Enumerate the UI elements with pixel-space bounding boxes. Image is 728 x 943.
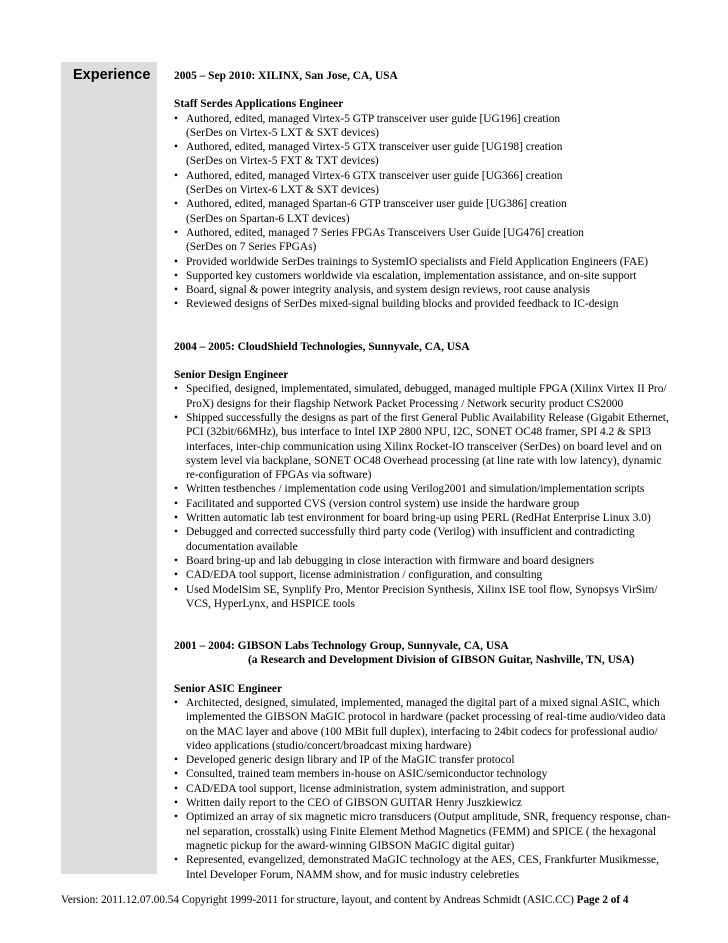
bullet-item: [174, 810, 702, 853]
bullet-item: [174, 197, 702, 226]
bullet-item: [174, 767, 702, 781]
experience-content: [174, 69, 702, 910]
bullet-line: (SerDes on Virtex-6 LXT & SXT devices): [186, 184, 379, 197]
bullet-line: • Used ModelSim SE, Synplify Pro, Mentor Precision Synthesis, Xilinx ISE tool flow, Synopsys VirSim/: [186, 583, 658, 596]
bullet-line: • CAD/EDA tool support, license administration / configuration, and consulting: [186, 569, 543, 582]
bullet-list: [174, 112, 702, 312]
bullet-line: • Specified, designed, implementated, simulated, debugged, managed multiple FPGA (Xilinx Virtex II Pro/: [186, 383, 667, 396]
job-title: Senior ASIC Engineer: [174, 682, 283, 695]
bullet-line: • Written daily report to the CEO of GIBSON GUITAR Henry Juszkiewicz: [186, 797, 522, 810]
bullet-line: video applications (studio/concert/broadcast mixing hardware): [186, 739, 472, 752]
bullet-line: • Consulted, trained team members in-house on ASIC/semiconductor technology: [186, 768, 548, 781]
bullet-item: [174, 796, 702, 810]
bullet-item: [174, 411, 702, 482]
bullet-item: [174, 283, 702, 297]
bullet-line: magnetic pickup for the award-winning GIBSON MaGIC digital guitar): [186, 839, 515, 852]
bullet-line: interfaces, inter-chip communication using Xilinx Rocket-IO transceiver (SerDes) on board level and on: [186, 440, 662, 453]
bullet-line: • Board, signal & power integrity analysis, and system design reviews, root cause analysis: [186, 284, 590, 297]
bullet-line: • Written testbenches / implementation code using Verilog2001 and simulation/implementation scripts: [186, 483, 645, 496]
bullet-line: on the MAC layer and above (100 MBit full duplex), interfacing to 24bit codecs for professional audio/: [186, 725, 658, 738]
bullet-line: • Shipped successfully the designs as part of the first General Public Availability Release (Gigabit Ethernet,: [186, 411, 669, 424]
bullet-item: [174, 568, 702, 582]
bullet-line: (SerDes on 7 Series FPGAs): [186, 241, 317, 254]
bullet-line: • Represented, evangelized, demonstrated MaGIC technology at the AES, CES, Frankfurter Musikmesse,: [186, 854, 659, 867]
bullet-item: [174, 853, 702, 882]
bullet-item: [174, 297, 702, 311]
bullet-line: (SerDes on Virtex-5 FXT & TXT devices): [186, 155, 379, 168]
bullet-line: • Supported key customers worldwide via escalation, implementation assistance, and on-site support: [186, 269, 637, 282]
bullet-line: • Authored, edited, managed Spartan-6 GTP transceiver user guide [UG386] creation: [186, 198, 567, 211]
bullet-item: [174, 169, 702, 198]
job-entry: [174, 340, 702, 611]
page-footer: [61, 894, 701, 906]
job-heading: 2001 – 2004: GIBSON Labs Technology Group, Sunnyvale, CA, USA: [174, 640, 509, 653]
bullet-item: [174, 112, 702, 141]
bullet-line: • CAD/EDA tool support, license administration, system administration, and support: [186, 782, 565, 795]
bullet-line: VCS, HyperLynx, and HSPICE tools: [186, 597, 355, 610]
bullet-item: [174, 226, 702, 255]
bullet-line: system level via backplane, SONET OC48 Overhead processing (at line rate with low latency), dynamic: [186, 454, 662, 467]
section-label: Experience: [73, 67, 151, 83]
bullet-item: [174, 753, 702, 767]
bullet-list: [174, 696, 702, 882]
job-heading: 2004 – 2005: CloudShield Technologies, Sunnyvale, CA, USA: [174, 340, 470, 353]
bullet-line: • Provided worldwide SerDes trainings to SystemIO specialists and Field Application Engineers (FAE): [186, 255, 648, 268]
bullet-line: PCI (32bit/66MHz), bus interface to Intel IXP 2800 NPU, I2C, SONET OC48 framer, SPI 4.2 & SPI3: [186, 426, 651, 439]
bullet-line: documentation available: [186, 540, 298, 553]
bullet-line: • Developed generic design library and IP of the MaGIC transfer protocol: [186, 754, 515, 767]
bullet-line: (SerDes on Virtex-5 LXT & SXT devices): [186, 126, 379, 139]
bullet-line: ProX) designs for their flagship Network Packet Processing / Network security product CS2000: [186, 397, 624, 410]
job-entry: [174, 639, 702, 882]
bullet-item: [174, 696, 702, 753]
bullet-line: (SerDes on Spartan-6 LXT devices): [186, 212, 350, 225]
bullet-line: Intel Developer Forum, NAMM show, and for music industry celebreties: [186, 868, 519, 881]
bullet-line: • Architected, designed, simulated, implemented, managed the digital part of a mixed signal ASIC, which: [186, 696, 660, 709]
bullet-item: [174, 482, 702, 496]
bullet-line: • Board bring-up and lab debugging in close interaction with firmware and board designers: [186, 554, 595, 567]
bullet-item: [174, 782, 702, 796]
job-subheading: (a Research and Development Division of GIBSON Guitar, Nashville, TN, USA): [248, 654, 635, 667]
page-number: Page 2 of 4: [576, 894, 629, 906]
bullet-line: implemented the GIBSON MaGIC protocol in hardware (packet processing of real-time audio/video data: [186, 711, 666, 724]
bullet-item: [174, 497, 702, 511]
bullet-item: [174, 269, 702, 283]
bullet-list: [174, 382, 702, 611]
bullet-item: [174, 583, 702, 612]
bullet-item: [174, 382, 702, 411]
bullet-line: nel separation, crosstalk) using Finite Element Method Magnetics (FEMM) and SPICE ( the hexagonal: [186, 825, 657, 838]
job-entry: [174, 69, 702, 312]
bullet-line: • Authored, edited, managed Virtex-5 GTP transceiver user guide [UG196] creation: [186, 112, 561, 125]
job-title: Senior Design Engineer: [174, 369, 289, 382]
footer-text: Version: 2011.12.07.00.54 Copyright 1999-2011 for structure, layout, and content by Andreas Schmidt (ASIC.CC): [61, 894, 577, 906]
job-title: Staff Serdes Applications Engineer: [174, 98, 344, 111]
bullet-item: [174, 554, 702, 568]
section-shade: [61, 62, 157, 874]
bullet-item: [174, 525, 702, 554]
bullet-line: • Written automatic lab test environment for board bring-up using PERL (RedHat Enterprise Linux 3.0): [186, 512, 651, 525]
bullet-line: • Facilitated and supported CVS (version control system) use inside the hardware group: [186, 497, 580, 510]
bullet-line: • Optimized an array of six magnetic micro transducers (Output amplitude, SNR, frequency response, chan-: [186, 811, 671, 824]
bullet-item: [174, 140, 702, 169]
bullet-line: • Reviewed designs of SerDes mixed-signal building blocks and provided feedback to IC-design: [186, 298, 619, 311]
bullet-line: • Debugged and corrected successfully third party code (Verilog) with insufficient and contradicting: [186, 526, 635, 539]
bullet-item: [174, 255, 702, 269]
job-heading: 2005 – Sep 2010: XILINX, San Jose, CA, USA: [174, 70, 398, 82]
bullet-line: • Authored, edited, managed 7 Series FPGAs Transceivers User Guide [UG476] creation: [186, 226, 584, 239]
bullet-line: • Authored, edited, managed Virtex-5 GTX transceiver user guide [UG198] creation: [186, 141, 563, 154]
bullet-item: [174, 511, 702, 525]
bullet-line: re-configuration of FPGAs via software): [186, 469, 372, 482]
bullet-line: • Authored, edited, managed Virtex-6 GTX transceiver user guide [UG366] creation: [186, 169, 563, 182]
